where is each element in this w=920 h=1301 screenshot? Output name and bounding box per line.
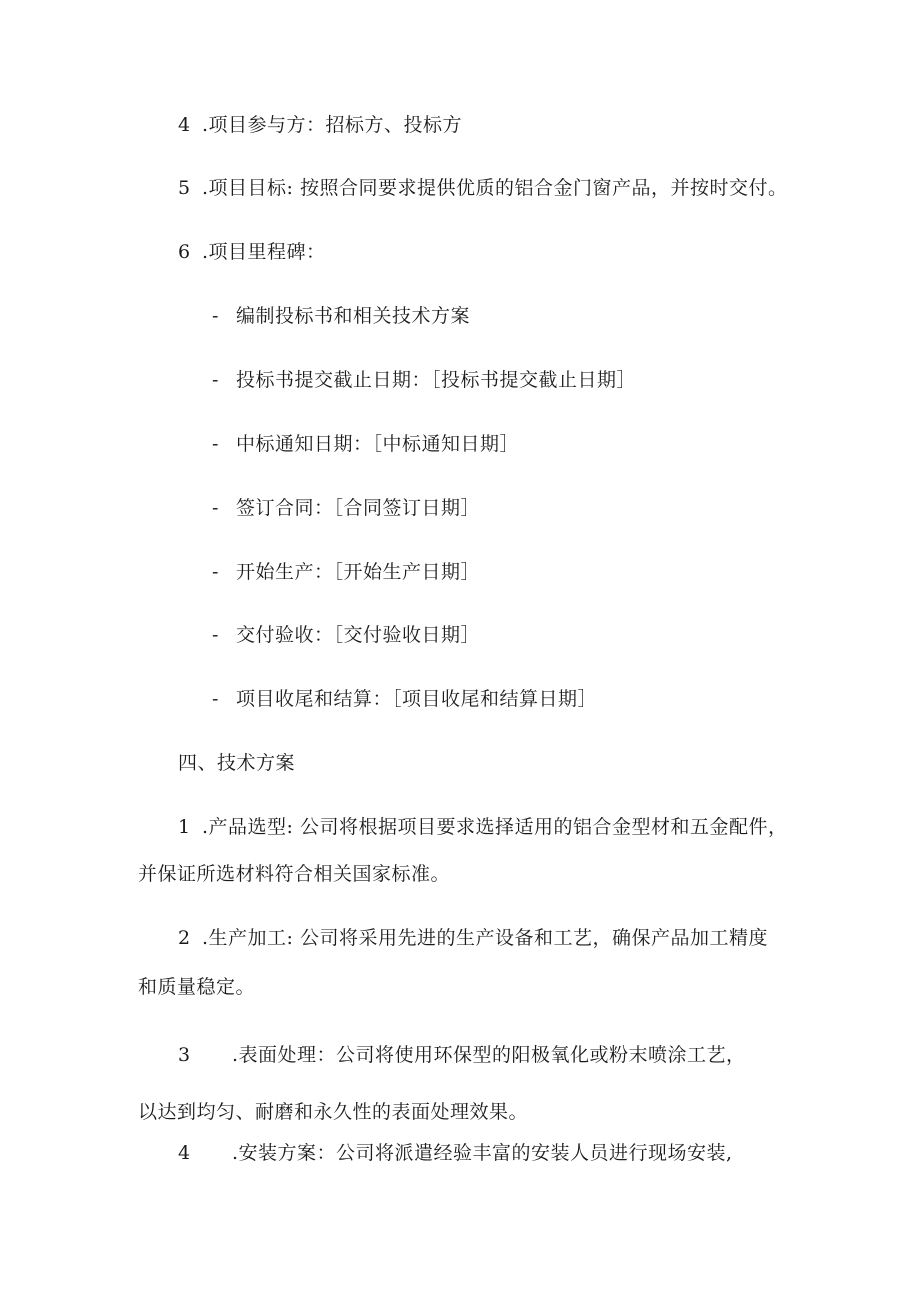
item-text: .项目目标: 按照合同要求提供优质的铝合金门窗产品，并按时交付。 (202, 177, 788, 199)
milestone-item (212, 368, 636, 392)
milestone-text: 中标通知日期：［中标通知日期］ (236, 433, 520, 455)
section-heading: 四、技术方案 (178, 752, 296, 774)
paragraph-3-line-1 (178, 1043, 746, 1067)
paragraph-3-line-2: 以达到均匀、耐磨和永久性的表面处理效果。 (138, 1101, 529, 1123)
item-number: 4 (178, 114, 191, 136)
paragraph-2-line-1 (178, 926, 768, 950)
milestone-text: 编制投标书和相关技术方案 (236, 305, 471, 327)
item-5 (178, 176, 787, 200)
paragraph-4-line-1 (178, 1141, 733, 1165)
item-text: .项目里程碑： (202, 241, 326, 263)
paragraph-text: .产品选型: 公司将根据项目要求选择适用的铝合金型材和五金配件， (202, 816, 788, 838)
item-number: 3 (178, 1044, 191, 1066)
milestone-text: 签订合同：［合同签订日期］ (236, 497, 481, 519)
item-number: 1 (178, 816, 191, 838)
dash-bullet: - (212, 305, 219, 327)
item-number: 4 (178, 1142, 191, 1164)
milestone-item (212, 432, 519, 456)
milestone-text: 投标书提交截止日期：［投标书提交截止日期］ (236, 369, 637, 391)
paragraph-text: .表面处理：公司将使用环保型的阳极氧化或粉末喷涂工艺， (232, 1044, 746, 1066)
dash-bullet: - (212, 433, 219, 455)
paragraph-1-line-1 (178, 815, 787, 839)
item-6 (178, 240, 326, 264)
dash-bullet: - (212, 369, 219, 391)
milestone-text: 项目收尾和结算：［项目收尾和结算日期］ (236, 688, 598, 710)
item-text: .项目参与方：招标方、投标方 (202, 114, 463, 136)
milestone-item (212, 496, 480, 520)
milestone-text: 开始生产：［开始生产日期］ (236, 561, 481, 583)
milestone-item (212, 304, 470, 328)
paragraph-1-line-2: 并保证所选材料符合相关国家标准。 (138, 863, 451, 885)
milestone-text: 交付验收：［交付验收日期］ (236, 624, 481, 646)
milestone-item (212, 623, 480, 647)
item-number: 6 (178, 241, 191, 263)
dash-bullet: - (212, 561, 219, 583)
milestone-item (212, 687, 597, 711)
milestone-item (212, 560, 480, 584)
paragraph-text: .生产加工: 公司将采用先进的生产设备和工艺，确保产品加工精度 (202, 927, 768, 949)
item-number: 2 (178, 927, 191, 949)
paragraph-text: .安装方案：公司将派遣经验丰富的安装人员进行现场安装, (232, 1142, 733, 1164)
item-4 (178, 113, 462, 137)
dash-bullet: - (212, 497, 219, 519)
dash-bullet: - (212, 624, 219, 646)
item-number: 5 (178, 177, 191, 199)
paragraph-2-line-2: 和质量稳定。 (138, 976, 256, 998)
dash-bullet: - (212, 688, 219, 710)
